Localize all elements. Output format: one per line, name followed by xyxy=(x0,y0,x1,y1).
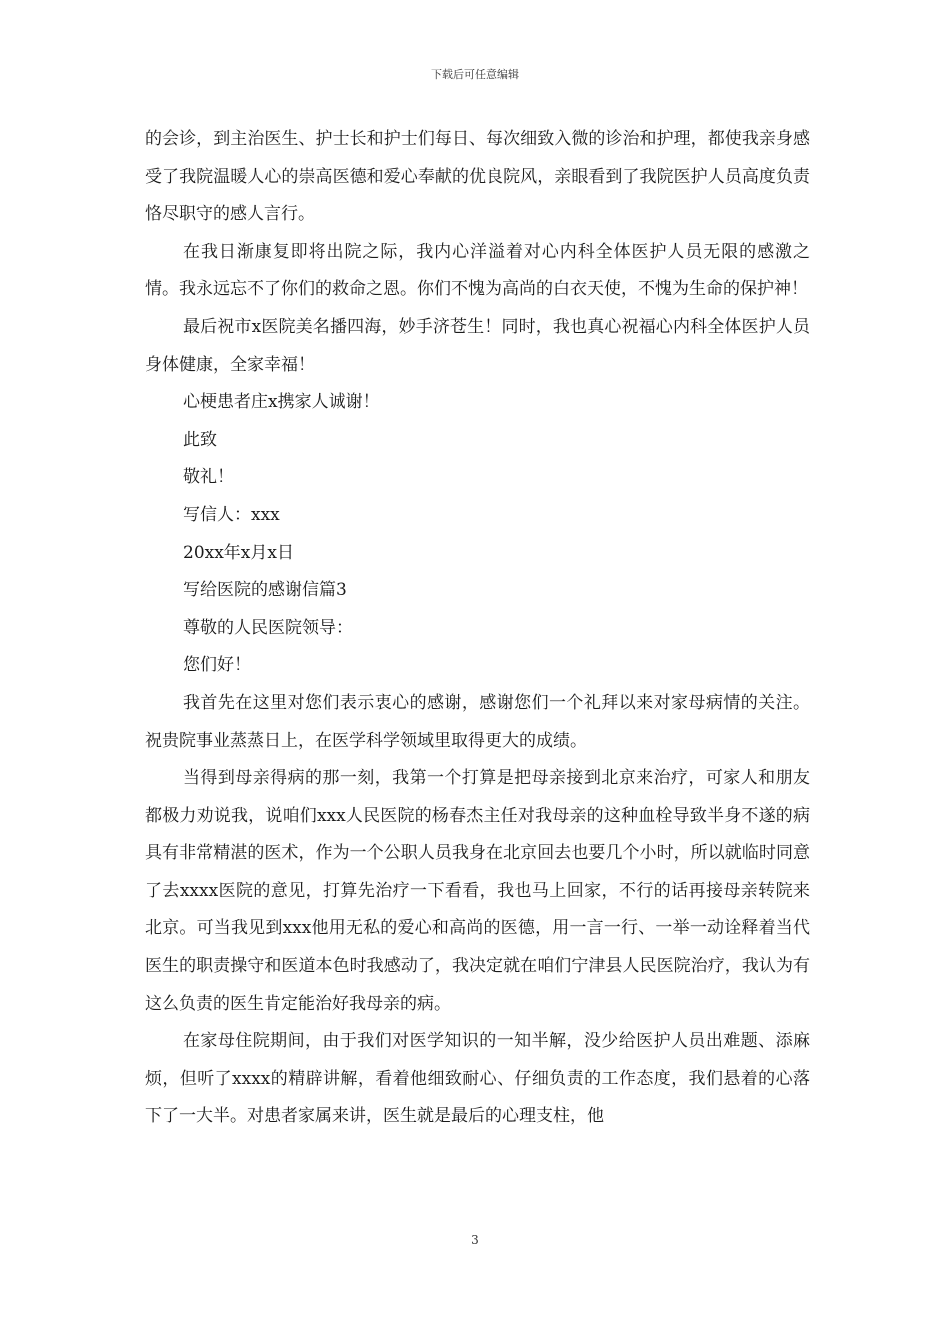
paragraph-4: 我首先在这里对您们表示衷心的感谢，感谢您们一个礼拜以来对家母病情的关注。祝贵院事业蒸蒸日上，在医学科学领域里取得更大的成绩。 xyxy=(145,692,810,751)
paragraph-5: 当得到母亲得病的那一刻，我第一个打算是把母亲接到北京来治疗，可家人和朋友都极力劝说我，说咱们xxx人民医院的杨春杰主任对我母亲的这种血栓导致半身不遂的病具有非常精湛的医术，作为一个公职人员我身在北京回去也要几个小时，所以就临时同意了去xxxx医院的意见，打算先治疗一下看看，我也马上回家，不行的话再接母亲转院来北京。可当我见到xxx他用无私的爱心和高尚的医德，用一言一行、一举一动诠释着当代医生的职责操守和医道本色时我感动了，我决定就在咱们宁津县人民医院治疗，我认为有这么负责的医生肯定能治好我母亲的病。 xyxy=(145,768,810,1014)
date-line: 20xx年x月x日 xyxy=(183,542,294,563)
section-title: 写给医院的感谢信篇3 xyxy=(183,580,347,601)
closing-jingli: 敬礼！ xyxy=(183,467,234,488)
salutation: 尊敬的人民医院领导： xyxy=(183,617,353,638)
page-header: 下载后可任意编辑 xyxy=(431,68,519,81)
page-number: 3 xyxy=(471,1233,479,1247)
paragraph-3: 最后祝市x医院美名播四海，妙手济苍生！同时，我也真心祝福心内科全体医护人员身体健康，全家幸福！ xyxy=(145,316,810,375)
document-body xyxy=(145,121,810,1136)
paragraph-2: 在我日渐康复即将出院之际，我内心洋溢着对心内科全体医护人员无限的感激之情。我永远忘不了你们的救命之恩。你们不愧为高尚的白衣天使，不愧为生命的保护神！ xyxy=(145,241,810,300)
paragraph-6: 在家母住院期间，由于我们对医学知识的一知半解，没少给医护人员出难题、添麻烦，但听了xxxx的精辟讲解，看着他细致耐心、仔细负责的工作态度，我们悬着的心落下了一大半。对患者家属来讲，医生就是最后的心理支柱，他 xyxy=(145,1031,810,1127)
paragraph-1: 的会诊，到主治医生、护士长和护士们每日、每次细致入微的诊治和护理，都使我亲身感受了我院温暖人心的崇高医德和爱心奉献的优良院风，亲眼看到了我院医护人员高度负责恪尽职守的感人言行。 xyxy=(145,129,810,225)
writer-line: 写信人：xxx xyxy=(183,504,280,525)
signature-line: 心梗患者庄x携家人诚谢！ xyxy=(183,392,380,413)
closing-cizhi: 此致 xyxy=(183,429,217,450)
greeting: 您们好！ xyxy=(183,655,251,676)
